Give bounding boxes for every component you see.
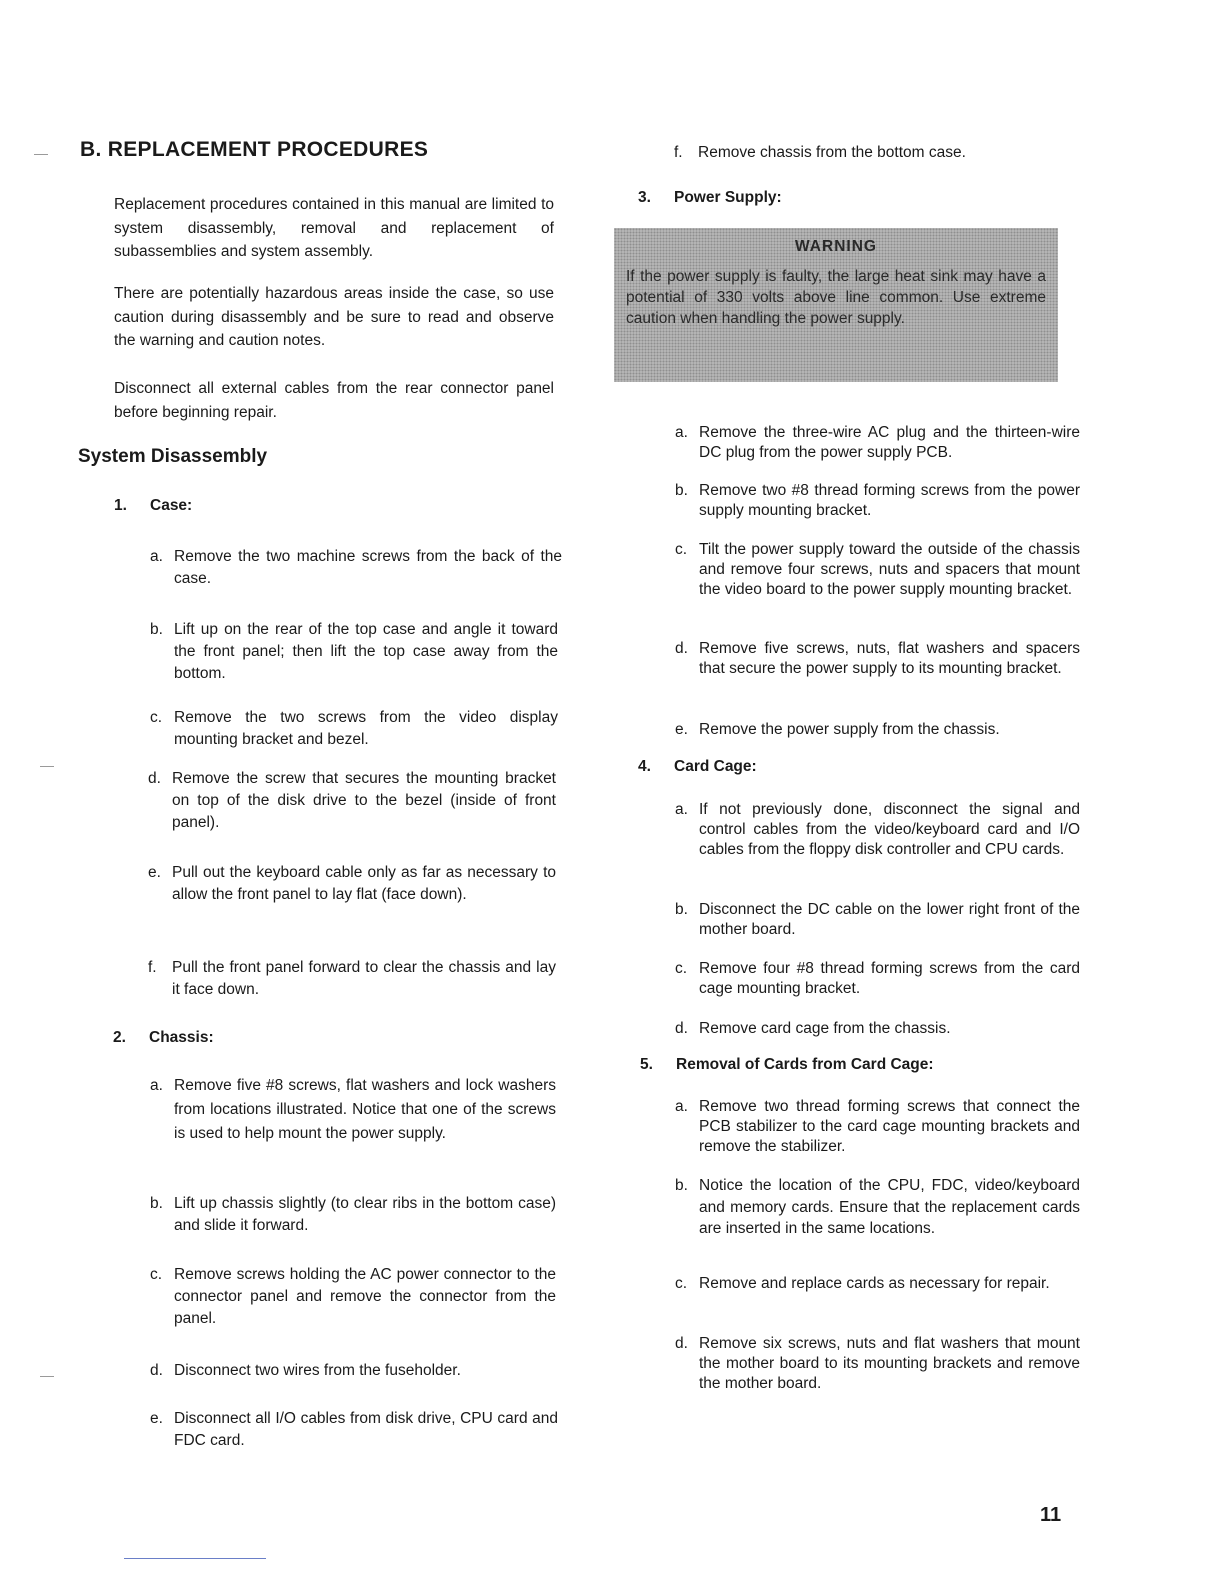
step-text: Remove four #8 thread forming screws from the card cage mounting bracket. bbox=[699, 960, 1080, 997]
subsection-title: System Disassembly bbox=[78, 446, 268, 467]
step-text: Remove five screws, nuts, flat washers and spacers that secure the power supply to its mounting bracket. bbox=[699, 640, 1080, 677]
step-text: If not previously done, disconnect the signal and control cables from the video/keyboard card and I/O cables from the floppy disk controller and CPU cards. bbox=[699, 801, 1080, 858]
chassis-step bbox=[150, 1264, 556, 1330]
step-text: Remove five #8 screws, flat washers and lock washers from locations illustrated. Notice that one of the screws is used to help mount the power supply. bbox=[174, 1077, 556, 1142]
power-supply-step bbox=[675, 481, 1080, 521]
intro-paragraph: Replacement procedures contained in this manual are limited to system disassembly, removal and replacement of subassemblies and system assembly. bbox=[114, 196, 554, 260]
margin-mark bbox=[40, 766, 54, 767]
step-text: Remove two thread forming screws that connect the PCB stabilizer to the card cage mounting brackets and remove the stabilizer. bbox=[699, 1098, 1080, 1155]
case-heading bbox=[114, 497, 192, 515]
margin-mark bbox=[40, 1376, 54, 1377]
cards-step bbox=[675, 1097, 1080, 1157]
step-letter: d. bbox=[675, 640, 688, 657]
chassis-step bbox=[674, 142, 1074, 164]
step-text: Disconnect all I/O cables from disk drive, CPU card and FDC card. bbox=[174, 1410, 558, 1449]
step-letter: e. bbox=[150, 1410, 163, 1427]
cards-heading bbox=[640, 1056, 934, 1074]
cards-step bbox=[675, 1334, 1080, 1394]
step-text: Notice the location of the CPU, FDC, video/keyboard and memory cards. Ensure that the replacement cards are inserted in the same locations. bbox=[699, 1177, 1080, 1237]
step-text: Remove the power supply from the chassis. bbox=[699, 721, 1000, 738]
case-step bbox=[148, 957, 556, 1001]
warning-title: WARNING bbox=[795, 238, 877, 255]
step-text: Remove two #8 thread forming screws from the power supply mounting bracket. bbox=[699, 482, 1080, 519]
card-cage-title: Card Cage: bbox=[674, 758, 757, 775]
step-text: Remove card cage from the chassis. bbox=[699, 1020, 951, 1037]
card-cage-heading bbox=[638, 758, 757, 776]
chassis-title: Chassis: bbox=[149, 1029, 214, 1046]
step-text: Remove screws holding the AC power connector to the connector panel and remove the connector from the panel. bbox=[174, 1266, 556, 1327]
chassis-step bbox=[150, 1360, 556, 1382]
step-text: Pull out the keyboard cable only as far as necessary to allow the front panel to lay flat (face down). bbox=[172, 864, 556, 903]
step-letter: a. bbox=[675, 424, 688, 441]
section-title: B. REPLACEMENT PROCEDURES bbox=[80, 138, 429, 161]
cards-number: 5. bbox=[640, 1056, 653, 1073]
power-supply-step bbox=[675, 423, 1080, 463]
step-text: Remove and replace cards as necessary for repair. bbox=[699, 1275, 1050, 1292]
card-cage-number: 4. bbox=[638, 758, 651, 775]
case-step bbox=[150, 707, 558, 751]
step-text: Remove the three-wire AC plug and the thirteen-wire DC plug from the power supply PCB. bbox=[699, 424, 1080, 461]
power-supply-number: 3. bbox=[638, 189, 651, 206]
chassis-step bbox=[150, 1074, 556, 1146]
footer-rule bbox=[124, 1558, 266, 1559]
case-step bbox=[150, 546, 562, 590]
step-text: Remove six screws, nuts and flat washers that mount the mother board to its mounting brackets and remove the mother board. bbox=[699, 1335, 1080, 1392]
step-letter: d. bbox=[148, 770, 161, 787]
step-letter: e. bbox=[675, 721, 688, 738]
step-letter: b. bbox=[675, 482, 688, 499]
step-letter: b. bbox=[150, 1195, 163, 1212]
step-text: Remove the two screws from the video display mounting bracket and bezel. bbox=[174, 709, 558, 748]
chassis-heading bbox=[113, 1029, 214, 1047]
step-letter: a. bbox=[675, 801, 688, 818]
step-letter: b. bbox=[150, 621, 163, 638]
step-text: Lift up on the rear of the top case and angle it toward the front panel; then lift the top case away from the bottom. bbox=[174, 621, 558, 682]
step-letter: a. bbox=[150, 1077, 163, 1094]
step-letter: c. bbox=[675, 1275, 688, 1292]
step-letter: b. bbox=[675, 901, 688, 918]
power-supply-step bbox=[675, 540, 1080, 600]
case-title: Case: bbox=[150, 497, 193, 514]
power-supply-title: Power Supply: bbox=[674, 189, 782, 206]
step-letter: b. bbox=[675, 1177, 688, 1194]
step-letter: a. bbox=[150, 548, 163, 565]
step-text: Remove chassis from the bottom case. bbox=[698, 144, 966, 161]
case-step bbox=[150, 619, 558, 685]
step-letter: d. bbox=[675, 1335, 688, 1352]
step-text: Lift up chassis slightly (to clear ribs in the bottom case) and slide it forward. bbox=[174, 1195, 556, 1234]
card-cage-step bbox=[675, 1019, 1080, 1039]
cards-step bbox=[675, 1274, 1080, 1294]
step-letter: d. bbox=[675, 1020, 688, 1037]
power-supply-heading bbox=[638, 189, 782, 207]
step-letter: a. bbox=[675, 1098, 688, 1115]
warning-box bbox=[614, 228, 1058, 382]
step-text: Remove the two machine screws from the back of the case. bbox=[174, 548, 562, 587]
page-number: 11 bbox=[1040, 1504, 1062, 1526]
chassis-number: 2. bbox=[113, 1029, 126, 1046]
step-text: Disconnect two wires from the fuseholder. bbox=[174, 1362, 461, 1379]
step-letter: f. bbox=[674, 144, 683, 161]
cards-step bbox=[675, 1175, 1080, 1240]
margin-mark bbox=[34, 154, 48, 155]
step-text: Pull the front panel forward to clear the chassis and lay it face down. bbox=[172, 959, 556, 998]
case-step bbox=[148, 862, 556, 906]
step-letter: c. bbox=[675, 960, 688, 977]
case-number: 1. bbox=[114, 497, 127, 514]
step-text: Remove the screw that secures the mounting bracket on top of the disk drive to the bezel (inside of front panel). bbox=[172, 770, 556, 831]
power-supply-step bbox=[675, 720, 1080, 740]
step-letter: e. bbox=[148, 864, 161, 881]
power-supply-step bbox=[675, 639, 1080, 679]
intro-paragraph: Disconnect all external cables from the rear connector panel before beginning repair. bbox=[114, 380, 554, 421]
step-text: Tilt the power supply toward the outside of the chassis and remove four screws, nuts and spacers that mount the video board to the power supply mounting bracket. bbox=[699, 541, 1080, 598]
intro-paragraph: There are potentially hazardous areas inside the case, so use caution during disassembly and be sure to read and observe the warning and caution notes. bbox=[114, 285, 554, 349]
card-cage-step bbox=[675, 959, 1080, 999]
chassis-step bbox=[150, 1193, 556, 1237]
case-step bbox=[148, 768, 556, 834]
step-letter: c. bbox=[150, 709, 163, 726]
step-letter: c. bbox=[150, 1266, 163, 1283]
step-text: Disconnect the DC cable on the lower right front of the mother board. bbox=[699, 901, 1080, 938]
step-letter: d. bbox=[150, 1362, 163, 1379]
card-cage-step bbox=[675, 900, 1080, 940]
card-cage-step bbox=[675, 800, 1080, 860]
warning-text: If the power supply is faulty, the large heat sink may have a potential of 330 volts above line common. Use extreme caution when handling the power supply. bbox=[626, 268, 1046, 327]
step-letter: c. bbox=[675, 541, 688, 558]
step-letter: f. bbox=[148, 959, 157, 976]
cards-title: Removal of Cards from Card Cage: bbox=[676, 1056, 934, 1073]
chassis-step bbox=[150, 1408, 558, 1452]
